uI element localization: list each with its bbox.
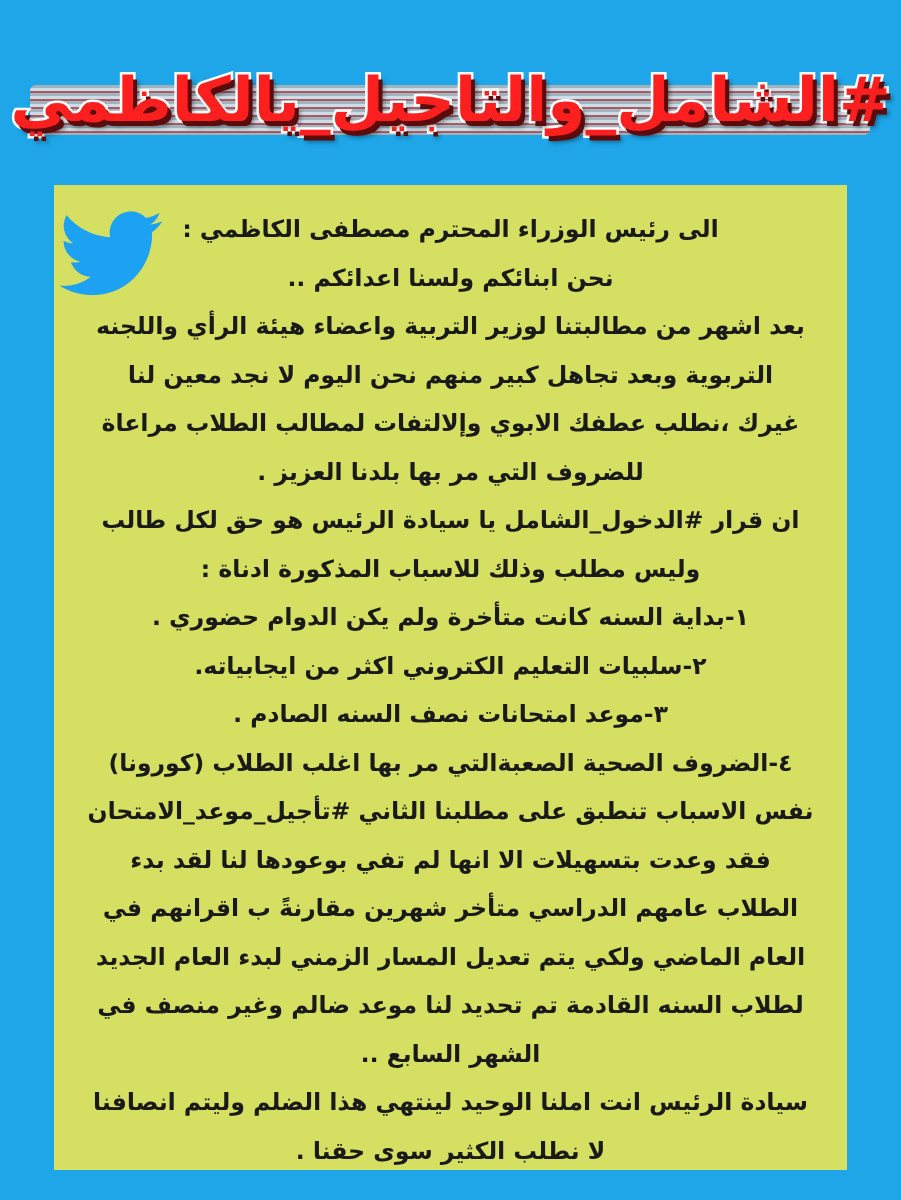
letter-line: لطلاب السنه القادمة تم تحديد لنا موعد ضالم وغير منصف في xyxy=(97,991,804,1019)
hashtag-banner xyxy=(0,30,901,170)
letter-line: فقد وعدت بتسهيلات الا انها لم تفي بوعودها لنا لقد بدء xyxy=(130,845,771,874)
letter-line: العام الماضي ولكي يتم تعديل المسار الزمني لبدء العام الجديد xyxy=(95,942,806,971)
letter-line: الشهر السابع .. xyxy=(360,1039,541,1068)
letter-panel xyxy=(54,185,847,1170)
letter-line: نفس الاسباب تنطبق على مطلبنا الثاني #تأجيل_موعد_الامتحان xyxy=(87,797,814,825)
letter-line: للضروف التي مر بها بلدنا العزيز . xyxy=(257,457,644,486)
letter-list-item: ٢-سلبيات التعليم الكتروني اكثر من ايجابياته. xyxy=(194,651,707,680)
letter-line: بعد اشهر من مطالبتنا لوزير التربية واعضاء هيئة الرأي واللجنه xyxy=(96,312,805,340)
letter-line: سيادة الرئيس انت املنا الوحيد لينتهي هذا الضلم وليتم انصافنا xyxy=(93,1088,808,1116)
letter-line: نحن ابنائكم ولسنا اعدائكم .. xyxy=(287,263,614,292)
letter-line: لا نطلب الكثير سوى حقنا . xyxy=(295,1136,606,1165)
letter-line: الطلاب عامهم الدراسي متأخر شهرين مقارنةً ب اقرانهم في xyxy=(102,894,799,922)
letter-list-item: ٤-الضروف الصحية الصعبةالتي مر بها اغلب الطلاب (كورونا) xyxy=(108,748,793,777)
letter-list-item: ١-بداية السنه كانت متأخرة ولم يكن الدوام حضوري . xyxy=(152,603,749,631)
banner-title: #الشامل_والتاجيل_يالكاظمي xyxy=(10,64,891,136)
letter-list-item: ٣-موعد امتحانات نصف السنه الصادم . xyxy=(233,700,668,728)
letter-line: ان قرار #الدخول_الشامل يا سيادة الرئيس هو حق لكل طالب xyxy=(101,506,800,534)
letter-line: غيرك ،نطلب عطفك الابوي وإلالتفات لمطالب الطلاب مراعاة xyxy=(101,409,800,437)
letter-line: الى رئيس الوزراء المحترم مصطفى الكاظمي : xyxy=(182,215,719,243)
letter-text xyxy=(72,205,829,1175)
letter-line: التربوية وبعد تجاهل كبير منهم نحن اليوم لا نجد معين لنا xyxy=(127,360,774,389)
letter-line: وليس مطلب وذلك للاسباب المذكورة ادناة : xyxy=(200,554,701,583)
